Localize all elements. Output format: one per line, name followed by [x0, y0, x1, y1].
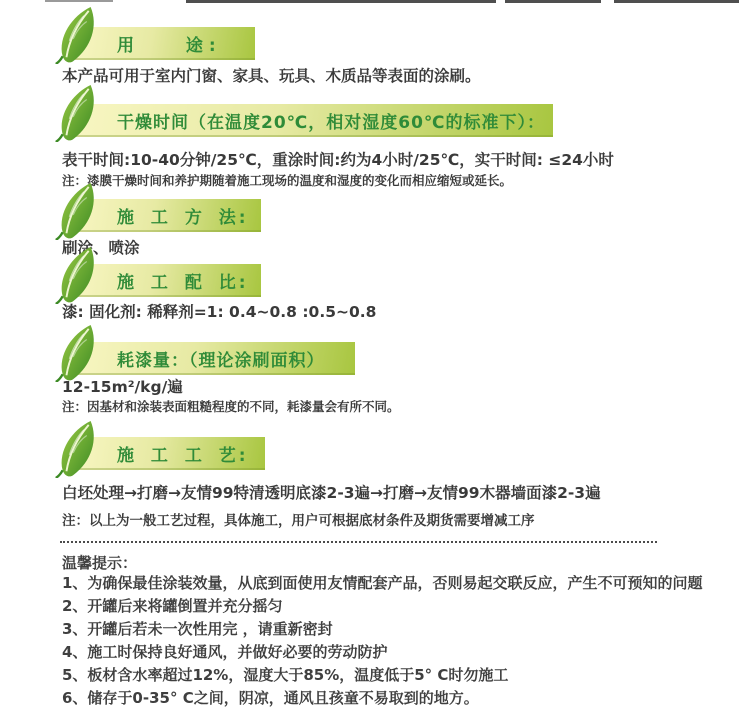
- top-crop-artifact: [505, 0, 601, 3]
- section-body-usage: 本产品可用于室内门窗、家具、玩具、木质品等表面的涂刷。: [62, 67, 481, 85]
- section-banner-paint-consumption: [75, 342, 355, 375]
- tip-item: 3、开罐后若未一次性用完 ，请重新密封: [62, 620, 333, 638]
- tip-item: 6、储存于0-35° C之间，阴凉，通风且孩童不易取到的地方。: [62, 689, 479, 707]
- tips-title: 温馨提示：: [62, 554, 138, 572]
- tips-list: [62, 572, 702, 710]
- top-crop-artifact: [45, 0, 113, 2]
- section-title-drying-time: 干燥时间（在温度20℃，相对湿度60℃的标准下）：: [117, 113, 545, 133]
- section-body-paint-consumption: 12-15m²/kg/遍: [62, 378, 183, 396]
- section-body-drying-time: 表干时间:10-40分钟/25℃，重涂时间:约为4小时/25℃，实干时间: ≤24小时: [62, 151, 614, 169]
- tip-item: 4、施工时保持良好通风，并做好必要的劳动防护: [62, 643, 388, 661]
- section-title-mixing-ratio: 施 工 配 比:: [117, 273, 249, 293]
- tip-item: 1、为确保最佳涂装效量，从底到面使用友情配套产品，否则易起交联反应，产生不可预知的问题: [62, 574, 703, 592]
- leaf-icon: [54, 6, 106, 64]
- leaf-icon: [54, 420, 106, 478]
- leaf-icon: [54, 246, 106, 304]
- section-note-application-process: 注：以上为一般工艺过程，具体施工，用户可根据底材条件及期货需要增减工序: [62, 513, 535, 529]
- top-crop-artifact: [186, 0, 496, 3]
- section-title-application-method: 施 工 方 法:: [117, 208, 249, 228]
- leaf-icon: [54, 84, 106, 142]
- section-title-paint-consumption: 耗漆量：（理论涂刷面积）: [117, 351, 325, 371]
- section-note-paint-consumption: 注：因基材和涂装表面粗糙程度的不同，耗漆量会有所不同。: [62, 399, 400, 414]
- section-banner-drying-time: [75, 104, 553, 137]
- leaf-icon: [54, 182, 106, 240]
- top-crop-artifact: [614, 0, 739, 3]
- tip-item: 5、板材含水率超过12%，湿度大于85%，温度低于5° C时勿施工: [62, 666, 509, 684]
- leaf-icon: [54, 324, 106, 382]
- section-body-application-process: 白坯处理→打磨→友情99特清透明底漆2-3遍→打磨→友情99木器墙面漆2-3遍: [62, 484, 601, 502]
- section-title-usage: 用 途:: [117, 36, 222, 56]
- section-note-drying-time: 注：漆膜干燥时间和养护期随着施工现场的温度和湿度的变化而相应缩短或延长。: [62, 173, 513, 188]
- section-title-application-process: 施 工 工 艺:: [117, 446, 249, 466]
- tip-item: 2、开罐后来将罐倒置并充分摇匀: [62, 597, 283, 615]
- section-body-application-method: 刷涂、喷涂: [62, 239, 140, 257]
- dotted-separator: [60, 541, 657, 543]
- section-body-mixing-ratio: 漆: 固化剂: 稀释剂=1: 0.4~0.8 :0.5~0.8: [62, 303, 377, 321]
